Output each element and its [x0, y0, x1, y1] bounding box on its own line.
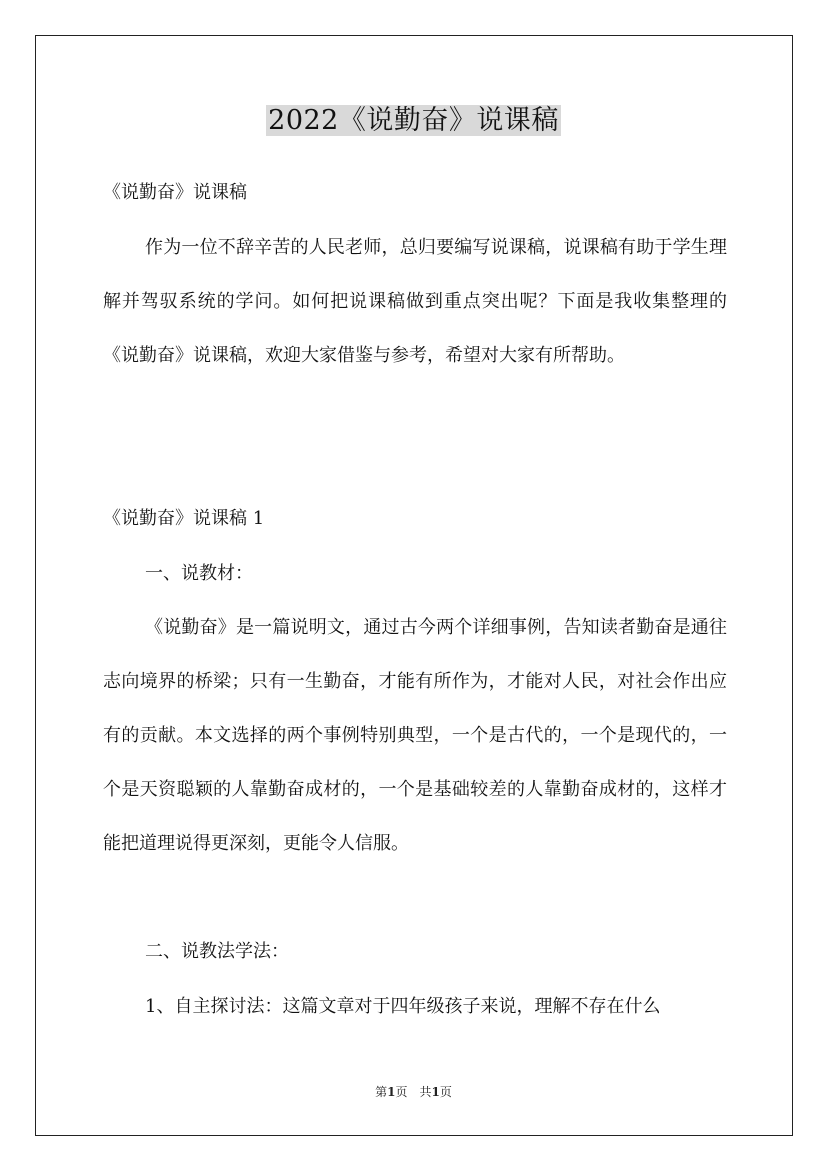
document-subtitle: 《说勤奋》说课稿 — [103, 182, 247, 203]
document-title-text: 2022《说勤奋》说课稿 — [268, 105, 559, 136]
document-title — [0, 100, 827, 142]
part2-heading: 二、说教法学法： — [145, 941, 289, 962]
part1-heading: 一、说教材： — [145, 563, 253, 584]
page-footer — [0, 1082, 827, 1102]
part2-item-1: 1、自主探讨法：这篇文章对于四年级孩子来说，理解不存在什么 — [145, 996, 661, 1017]
page-number: 第1页 共1页 — [375, 1085, 452, 1099]
intro-paragraph: 作为一位不辞辛苦的人民老师，总归要编写说课稿，说课稿有助于学生理解并驾驭系统的学问。如何把说课稿做到重点突出呢？下面是我收集整理的《说勤奋》说课稿，欢迎大家借鉴与参考，希望对大家有所帮助。 — [103, 237, 727, 366]
section-title-1: 《说勤奋》说课稿 1 — [103, 508, 265, 529]
part1-body: 《说勤奋》是一篇说明文，通过古今两个详细事例，告知读者勤奋是通往志向境界的桥梁；只有一生勤奋，才能有所作为，才能对人民，对社会作出应有的贡献。本文选择的两个事例特别典型，一个是古代的，一个是现代的，一个是天资聪颖的人靠勤奋成材的，一个是基础较差的人靠勤奋成材的，这样才能把道理说得更深刻，更能令人信服。 — [103, 617, 727, 854]
